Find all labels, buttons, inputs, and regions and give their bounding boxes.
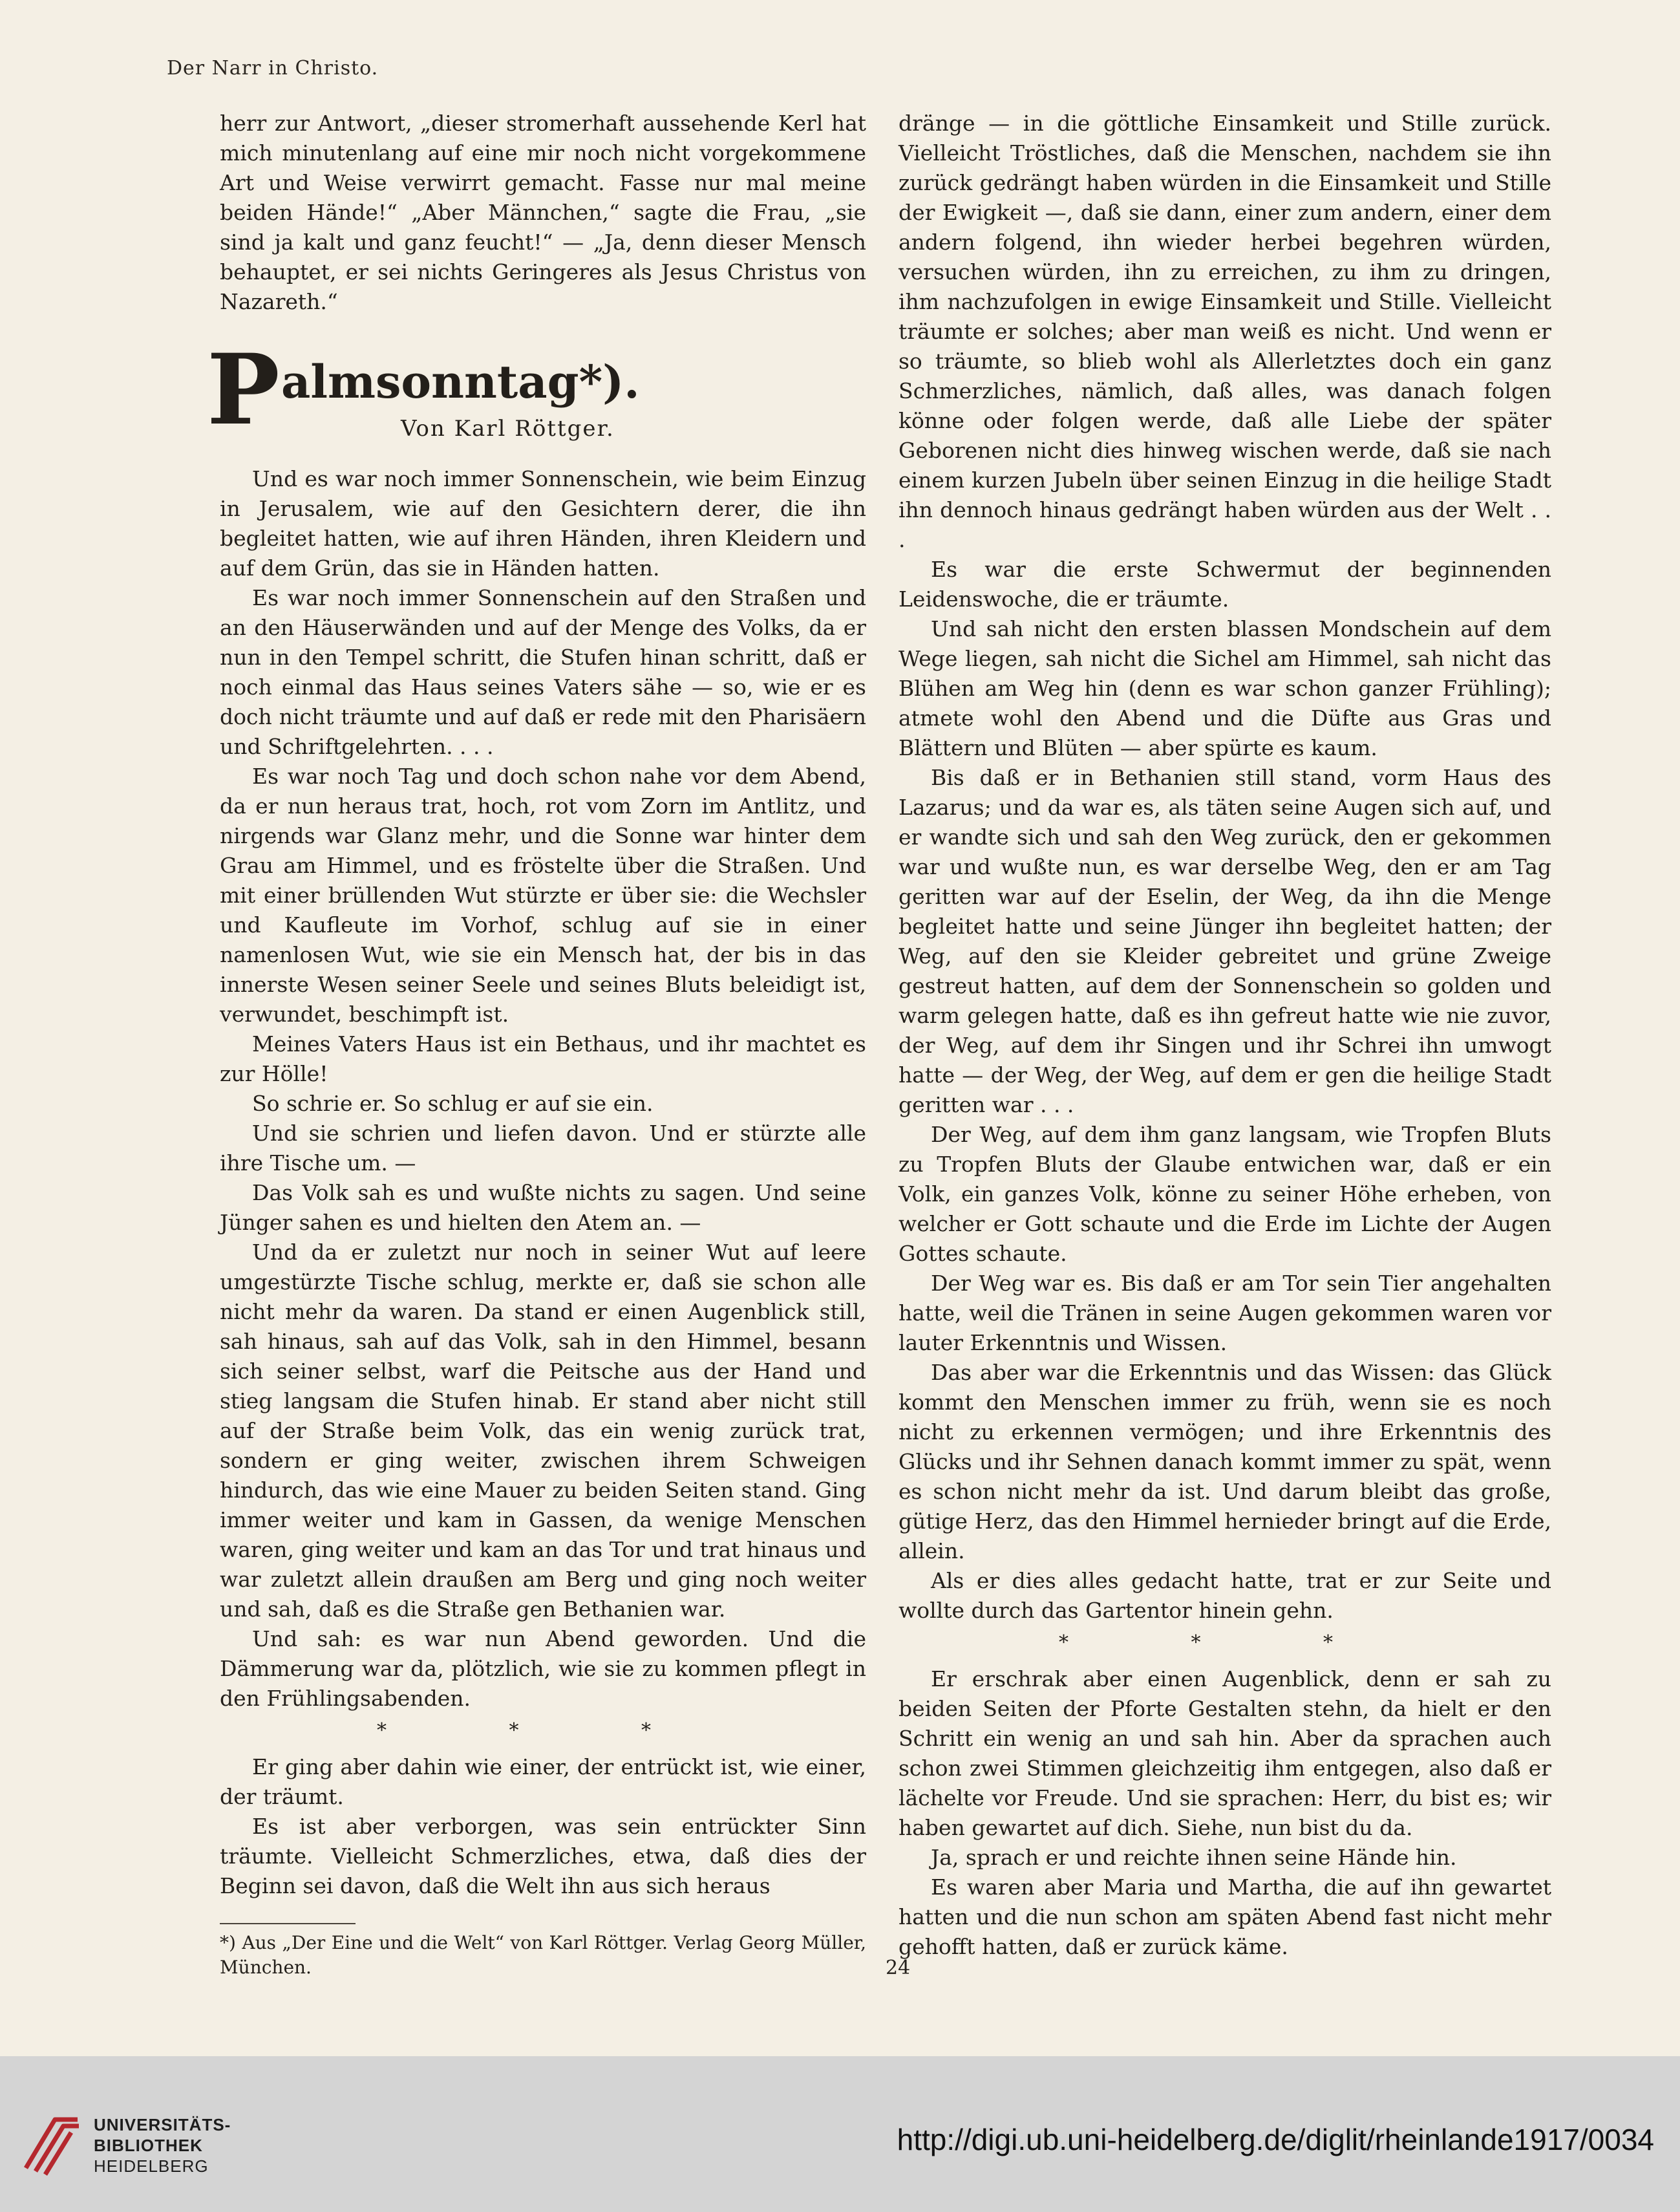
paragraph: Und sah: es war nun Abend geworden. Und die Dämmerung war da, plötzlich, wie sie zu kommen pflegt in den Frühlingsabenden.: [220, 1626, 866, 1711]
left-column: [207, 109, 866, 1980]
paragraph: Der Weg war es. Bis daß er am Tor sein Tier angehalten hatte, weil die Tränen in seine Augen gekommen waren vor lauter Erkenntnis und Wissen.: [898, 1271, 1551, 1355]
paragraph: Es war noch Tag und doch schon nahe vor dem Abend, da er nun heraus trat, hoch, rot vom Zorn im Antlitz, und nirgends war Glanz mehr, und die Sonne war hinter dem Grau am Himmel, und es fröstelte über die Straßen. Und mit einer brüllenden Wut stürzte er über sie: die Wechsler und Kaufleute im Vorhof, schlug auf sie in einer namenlosen Wut, wie sie ein Mensch hat, der bis in das innerste Wesen seiner Seele und seines Bluts beleidigt ist, verwundet, beschimpft ist.: [220, 764, 866, 1027]
article-title: [207, 333, 866, 451]
paragraph: Und sie schrien und liefen davon. Und er stürzte alle ihre Tische um. —: [220, 1121, 866, 1176]
footnote-rule: [220, 1923, 356, 1924]
paragraph: Ja, sprach er und reichte ihnen seine Hände hin.: [931, 1845, 1457, 1870]
section-divider: * * *: [1058, 1631, 1392, 1654]
permalink-url[interactable]: http://digi.ub.uni-heidelberg.de/diglit/rheinlande1917/0034: [897, 2123, 1654, 2156]
running-head: Der Narr in Christo.: [167, 57, 379, 80]
paragraph: Er ging aber dahin wie einer, der entrückt ist, wie einer, der träumt.: [220, 1754, 866, 1809]
library-name-line: HEIDELBERG: [94, 2156, 209, 2176]
paragraph: Das Volk sah es und wußte nichts zu sagen. Und seine Jünger sahen es und hielten den Atem an. —: [220, 1180, 866, 1235]
paragraph: Und sah nicht den ersten blassen Mondschein auf dem Wege liegen, sah nicht die Sichel am Himmel, sah nicht das Blühen am Weg hin (denn es war schon ganzer Frühling); atmete wohl den Abend und die Düfte aus Gras und Blättern und Blüten — aber spürte es kaum.: [898, 616, 1551, 760]
paragraph: Es war die erste Schwermut der beginnenden Leidenswoche, die er träumte.: [898, 557, 1551, 612]
library-name: [94, 2114, 231, 2176]
right-column: [898, 109, 1551, 1962]
paragraph: Meines Vaters Haus ist ein Bethaus, und ihr machtet es zur Hölle!: [220, 1031, 866, 1086]
section-divider: * * *: [376, 1719, 710, 1742]
paragraph: Es waren aber Maria und Martha, die auf ihn gewartet hatten und die nun schon am späten Abend fast nicht mehr gehofft hatten, daß er zurück käme.: [898, 1874, 1551, 1959]
title-text: almsonntag*).: [281, 355, 640, 409]
title-initial: P: [207, 333, 280, 447]
viewer-footer: [0, 2056, 1680, 2212]
page-number: 24: [886, 1957, 911, 1979]
paragraph: So schrie er. So schlug er auf sie ein.: [252, 1091, 654, 1116]
paragraph: Das aber war die Erkenntnis und das Wissen: das Glück kommt den Menschen immer zu früh, wenn sie es noch nicht zu erkennen vermögen; und ihre Erkenntnis des Glücks und ihr Sehnen danach kommt immer zu spät, wenn es schon nicht mehr da ist. Und darum bleibt das große, gütige Herz, das den Himmel hernieder bringt auf die Erde, allein.: [898, 1360, 1551, 1563]
paragraph: Als er dies alles gedacht hatte, trat er zur Seite und wollte durch das Gartentor hinein gehn.: [898, 1568, 1551, 1623]
intro-paragraph: herr zur Antwort, „dieser stromerhaft aussehende Kerl hat mich minutenlang auf eine mir noch nicht vorgekommene Art und Weise verwirrt gemacht. Fasse nur mal meine beiden Hände!“ „Aber Männchen,“ sagte die Frau, „sie sind ja kalt und ganz feucht!“ — „Ja, denn dieser Mensch behauptet, er sei nichts Geringeres als Jesus Christus von Nazareth.“: [220, 111, 866, 314]
paragraph: Und es war noch immer Sonnenschein, wie beim Einzug in Jerusalem, wie auf den Gesichtern derer, die ihn begleitet hatten, wie auf ihren Händen, ihren Kleidern und auf dem Grün, das sie in Händen hatten.: [220, 466, 866, 581]
paragraph: Es ist aber verborgen, was sein entrückter Sinn träumte. Vielleicht Schmerzliches, etwa, daß dies der Beginn sei davon, daß die Welt ihn aus sich heraus: [220, 1814, 866, 1898]
paragraph: Der Weg, auf dem ihm ganz langsam, wie Tropfen Bluts zu Tropfen Bluts der Glaube entwichen war, daß er ein Volk, ein ganzes Volk, könne zu seiner Höhe erheben, von welcher er Gott schaute und die Erde im Lichte der Augen Gottes schaute.: [898, 1122, 1551, 1266]
paragraph: dränge — in die göttliche Einsamkeit und Stille zurück. Vielleicht Tröstliches, daß die Menschen, nachdem sie ihn zurück gedrängt haben würden in die Einsamkeit und Stille der Ewigkeit —, daß sie dann, einer zum andern, einer dem andern folgend, ihn wieder herbei begehren würden, versuchen würden, ihn zu erreichen, zu ihm zu dringen, ihm nachzufolgen in ewige Einsamkeit und Stille. Vielleicht träumte er solches; aber man weiß es nicht. Und wenn er so träumte, so blieb wohl als Allerletztes doch ein ganz Schmerzliches, nämlich, daß alles, was danach folgen könne oder folgen werde, daß alle Liebe der später Geborenen nicht dies hinweg wischen werde, daß sie nach einem kurzen Jubeln über seinen Einzug in die heilige Stadt ihn dennoch hinaus gedrängt haben würden aus der Welt . . .: [898, 111, 1551, 552]
footnote: *) Aus „Der Eine und die Welt“ von Karl Röttger. Verlag Georg Müller, München.: [220, 1932, 866, 1978]
paragraph: Und da er zuletzt nur noch in seiner Wut auf leere umgestürzte Tische schlug, merkte er, daß sie schon alle nicht mehr da waren. Da stand er einen Augenblick still, sah hinaus, sah auf das Volk, sah in den Himmel, besann sich seiner selbst, warf die Peitsche aus der Hand und stieg langsam die Stufen hinab. Er stand aber nicht still auf der Straße beim Volk, das ein wenig zurück trat, sondern er ging weiter, zwischen ihrem Schweigen hindurch, das wie eine Mauer zu beiden Seiten stand. Ging immer weiter und kam in Gassen, da wenige Menschen waren, ging weiter und kam an das Tor und trat hinaus und war zuletzt allein draußen am Berg und ging noch weiter und sah, daß es die Straße gen Bethanien war.: [220, 1240, 866, 1622]
article-author: Von Karl Röttger.: [401, 416, 615, 442]
paragraph: Er erschrak aber einen Augenblick, denn er sah zu beiden Seiten der Pforte Gestalten stehn, da hielt er den Schritt ein wenig an und sah hin. Aber da sprachen auch schon zwei Stimmen gleichzeitig ihm entgegen, also daß er lächelte vor Freude. Und sie sprachen: Herr, du bist es; wir haben gewartet auf dich. Siehe, nun bist du da.: [898, 1666, 1551, 1840]
library-name-line: UNIVERSITÄTS-: [94, 2115, 231, 2134]
library-logo-icon: [19, 2107, 84, 2178]
paragraph: Bis daß er in Bethanien still stand, vorm Haus des Lazarus; und da war es, als täten seine Augen sich auf, und er wandte sich und sah den Weg zurück, den er gekommen war und wußte nun, es war derselbe Weg, den er am Tag geritten war auf der Eselin, der Weg, da ihn die Menge begleitet hatte und seine Jünger ihn begleitet hatten; der Weg, auf den sie Kleider gebreitet und grüne Zweige gestreut hatten, auf dem der Sonnenschein so golden und warm gelegen hatte, daß es ihn gefreut hatte wie nie zuvor, der Weg, auf dem ihr Singen und ihr Schrei ihn umwogt hatte — der Weg, der Weg, auf dem er gen die heilige Stadt geritten war . . .: [898, 765, 1551, 1117]
paragraph: Es war noch immer Sonnenschein auf den Straßen und an den Häuserwänden und auf der Menge des Volks, da er nun in den Tempel schritt, die Stufen hinan schritt, daß er noch einmal das Haus seines Vaters sähe — so, wie er es doch nicht träumte und auf daß er rede mit den Pharisäern und Schriftgelehrten. . . .: [220, 585, 866, 759]
library-name-line: BIBLIOTHEK: [94, 2136, 203, 2155]
